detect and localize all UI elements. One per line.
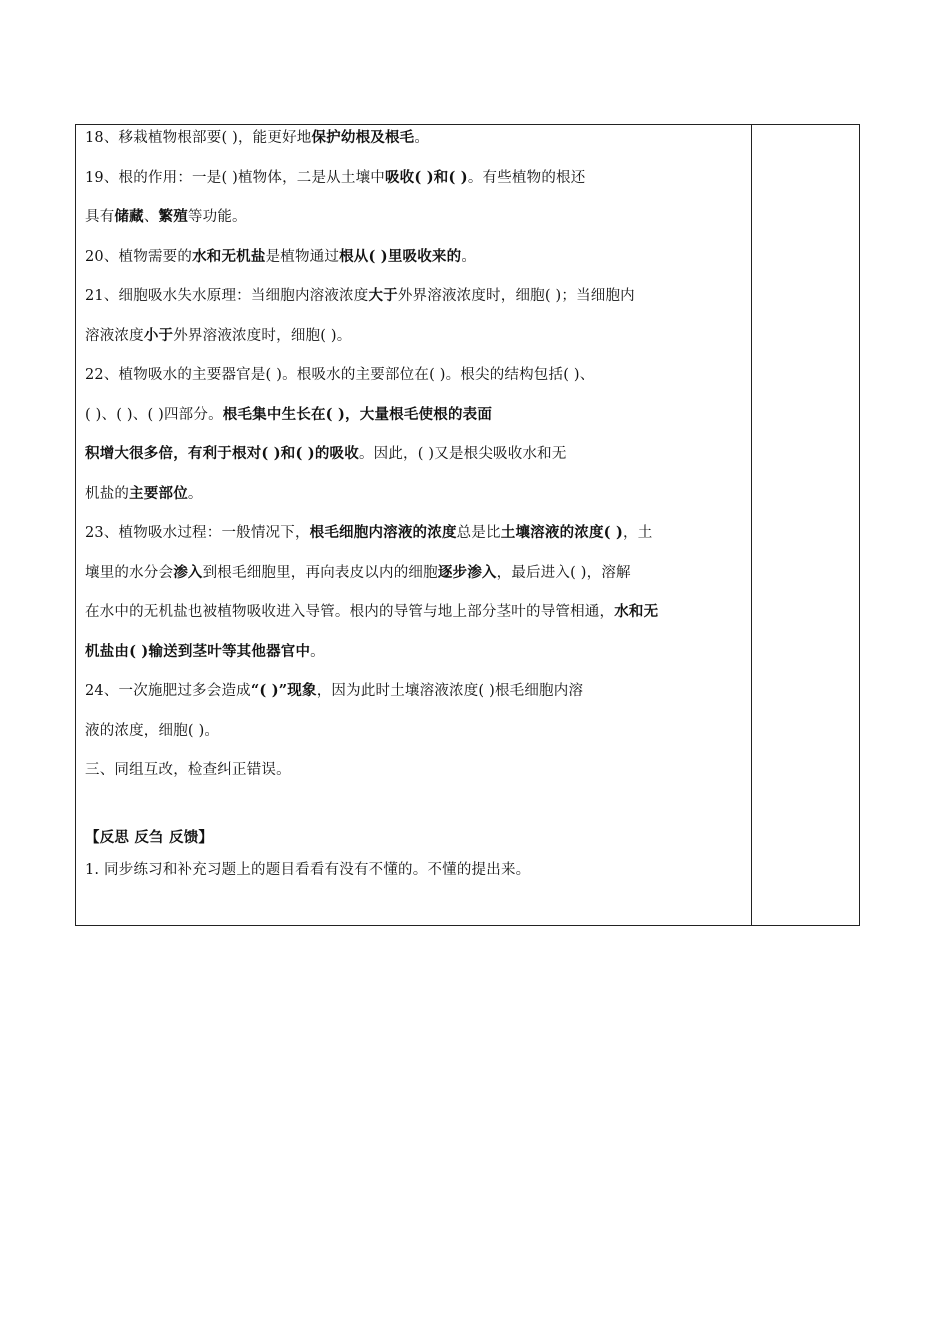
bold-text: 土壤溶液的浓度( ) xyxy=(500,524,624,541)
worksheet-table xyxy=(75,124,860,926)
text-run: 18、移栽植物根部要( )，能更好地 xyxy=(85,130,312,146)
notes-column xyxy=(752,125,859,925)
text-run: 具有 xyxy=(85,209,115,225)
text-run: 24、一次施肥过多会造成 xyxy=(85,683,251,699)
text-line xyxy=(85,563,743,603)
text-run: 。 xyxy=(461,248,477,265)
bold-text: 根从( )里吸收来的 xyxy=(339,247,462,265)
bold-text: 储藏 xyxy=(114,208,144,225)
text-line xyxy=(85,326,743,366)
text-line xyxy=(85,405,743,445)
text-run: 。 xyxy=(187,485,203,502)
text-line xyxy=(85,365,743,405)
text-run: 到根毛细胞里，再向表皮以内的细胞 xyxy=(202,564,438,581)
text-line xyxy=(85,168,743,208)
text-run: 是植物通过 xyxy=(265,248,340,265)
text-run: 。因此，( )又是根尖吸收水和无 xyxy=(358,446,567,462)
text-run: 在水中的无机盐也被植物吸收进入导管。根内的导管与地上部分茎叶的导管相通， xyxy=(85,604,615,620)
text-run: 22、植物吸水的主要器官是( )。根吸水的主要部位在( )。根尖的结构包括( )、 xyxy=(85,367,595,383)
text-run: 20、植物需要的 xyxy=(85,248,193,265)
text-run: 、 xyxy=(143,209,159,225)
bold-text: 水和无机盐 xyxy=(192,247,266,265)
text-line xyxy=(85,484,743,524)
text-run: 19、根的作用：一是( )植物体，二是从土壤中 xyxy=(85,169,385,186)
bold-text: 逐步渗入 xyxy=(437,563,497,581)
bold-text: 根毛集中生长在( )，大量根毛使根的表面 xyxy=(222,405,493,423)
text-line xyxy=(85,207,743,247)
bold-text: 机盐由( )输送到茎叶等其他器官中 xyxy=(85,642,311,660)
bold-text: “( )”现象 xyxy=(250,682,317,699)
question-list xyxy=(85,128,743,800)
text-run: 溶液浓度 xyxy=(85,327,144,344)
feedback-item: 1. 同步练习和补充习题上的题目看看有没有不懂的。不懂的提出来。 xyxy=(85,861,531,878)
text-run: 外界溶液浓度时，细胞( )。 xyxy=(173,327,352,344)
text-line xyxy=(85,681,743,721)
bold-text: 保护幼根及根毛 xyxy=(311,129,415,146)
text-line xyxy=(85,247,743,287)
text-run: ，最后进入( )，溶解 xyxy=(496,564,631,581)
text-run: 21、细胞吸水失水原理：当细胞内溶液浓度 xyxy=(85,288,369,304)
text-run: 液的浓度，细胞( )。 xyxy=(85,722,220,739)
text-line xyxy=(85,286,743,326)
bold-text: 小于 xyxy=(143,326,174,344)
bold-text: 积增大很多倍，有利于根对( )和( )的吸收 xyxy=(85,445,359,462)
feedback-list xyxy=(85,860,743,900)
text-run: 机盐的 xyxy=(85,485,130,502)
text-line xyxy=(85,444,743,484)
text-run: 等功能。 xyxy=(187,209,247,225)
text-line xyxy=(85,721,743,761)
text-run: 外界溶液浓度时，细胞( )；当细胞内 xyxy=(397,288,635,304)
text-line xyxy=(85,128,743,168)
text-run: 壤里的水分会 xyxy=(85,564,174,581)
text-line xyxy=(85,642,743,682)
text-run: ，土 xyxy=(623,525,653,541)
bold-text: 渗入 xyxy=(173,563,203,581)
bold-text: 主要部位 xyxy=(129,484,188,502)
text-run: 总是比 xyxy=(456,525,501,541)
bold-text: 大于 xyxy=(368,287,398,304)
text-run: ，因为此时土壤溶液浓度( )根毛细胞内溶 xyxy=(316,683,584,699)
text-line xyxy=(85,523,743,563)
text-line xyxy=(85,760,743,800)
text-run: ( )、( )、( )四部分。 xyxy=(85,406,223,423)
section-title: 【反思 反刍 反馈】 xyxy=(85,828,214,846)
text-run: 。 xyxy=(414,130,430,146)
text-run: 。有些植物的根还 xyxy=(467,169,586,186)
bold-text: 水和无 xyxy=(614,603,659,620)
bold-text: 吸收( )和( ) xyxy=(384,168,468,186)
text-line xyxy=(85,602,743,642)
content-column xyxy=(76,125,752,925)
text-run: 。 xyxy=(310,643,325,660)
bold-text: 根毛细胞内溶液的浓度 xyxy=(309,524,457,541)
bold-text: 繁殖 xyxy=(158,208,188,225)
text-run: 23、植物吸水过程：一般情况下， xyxy=(85,525,310,541)
text-run: 三、同组互改，检查纠正错误。 xyxy=(85,762,291,778)
